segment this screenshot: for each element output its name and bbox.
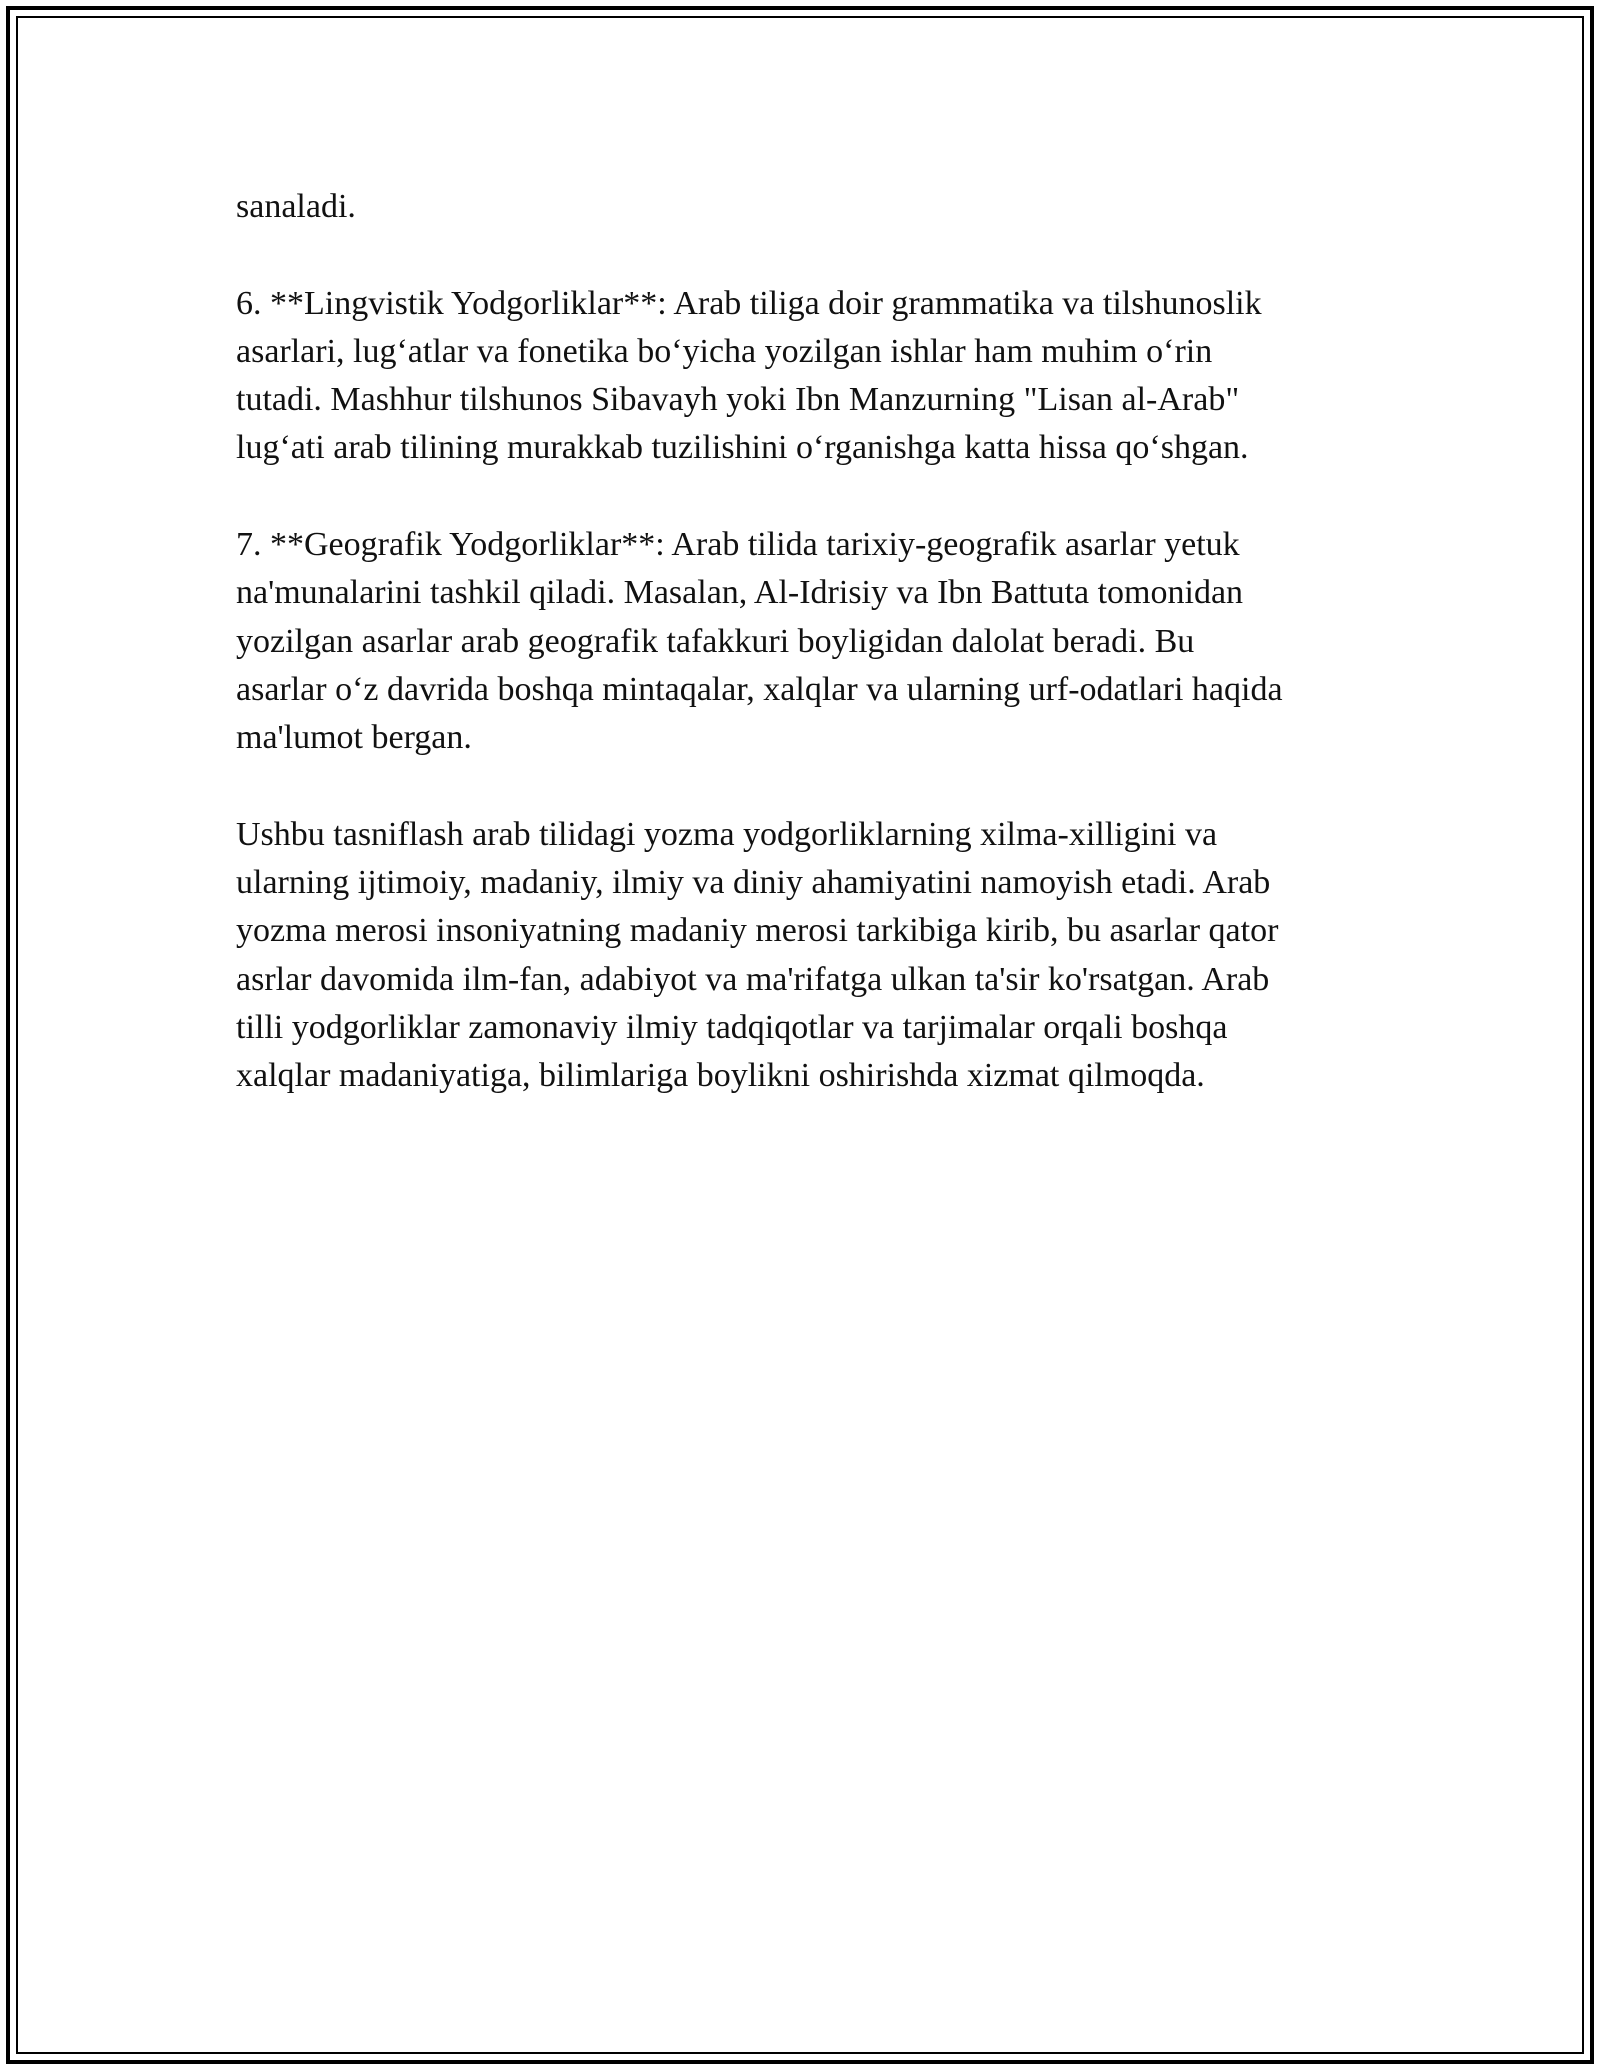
paragraph-continuation: sanaladi. (236, 188, 356, 225)
document-body (236, 183, 1376, 1149)
paragraph-linguistic-monuments: 6. **Lingvistik Yodgorliklar**: Arab tiliga doir grammatika va tilshunoslik asarlari, lug‘atlar va fonetika bo‘yicha yozilgan ishlar ham muhim o‘rin tutadi. Mashhur tilshunos Sibavayh yoki Ibn Manzurning "Lisan al-Arab" lug‘ati arab tilining murakkab tuzilishini o‘rganishga katta hissa qo‘shgan. (236, 284, 1262, 467)
paragraph-conclusion: Ushbu tasniflash arab tilidagi yozma yodgorliklarning xilma-xilligini va ularning ijtimoiy, madaniy, ilmiy va diniy ahamiyatini namoyish etadi. Arab yozma merosi insoniyatning madaniy merosi tarkibiga kirib, bu asarlar qator asrlar davomida ilm-fan, adabiyot va ma'rifatga ulkan ta'sir ko'rsatgan. Arab tilli yodgorliklar zamonaviy ilmiy tadqiqotlar va tarjimalar orqali boshqa xalqlar madaniyatiga, bilimlariga boylikni oshirishda xizmat qilmoqda. (236, 815, 1279, 1095)
paragraph-geographic-monuments: 7. **Geografik Yodgorliklar**: Arab tilida tarixiy-geografik asarlar yetuk na'munalarini tashkil qiladi. Masalan, Al-Idrisiy va Ibn Battuta tomonidan yozilgan asarlar arab geografik tafakkuri boyligidan dalolat beradi. Bu asarlar o‘z davrida boshqa mintaqalar, xalqlar va ularning urf-odatlari haqida ma'lumot bergan. (236, 526, 1283, 757)
